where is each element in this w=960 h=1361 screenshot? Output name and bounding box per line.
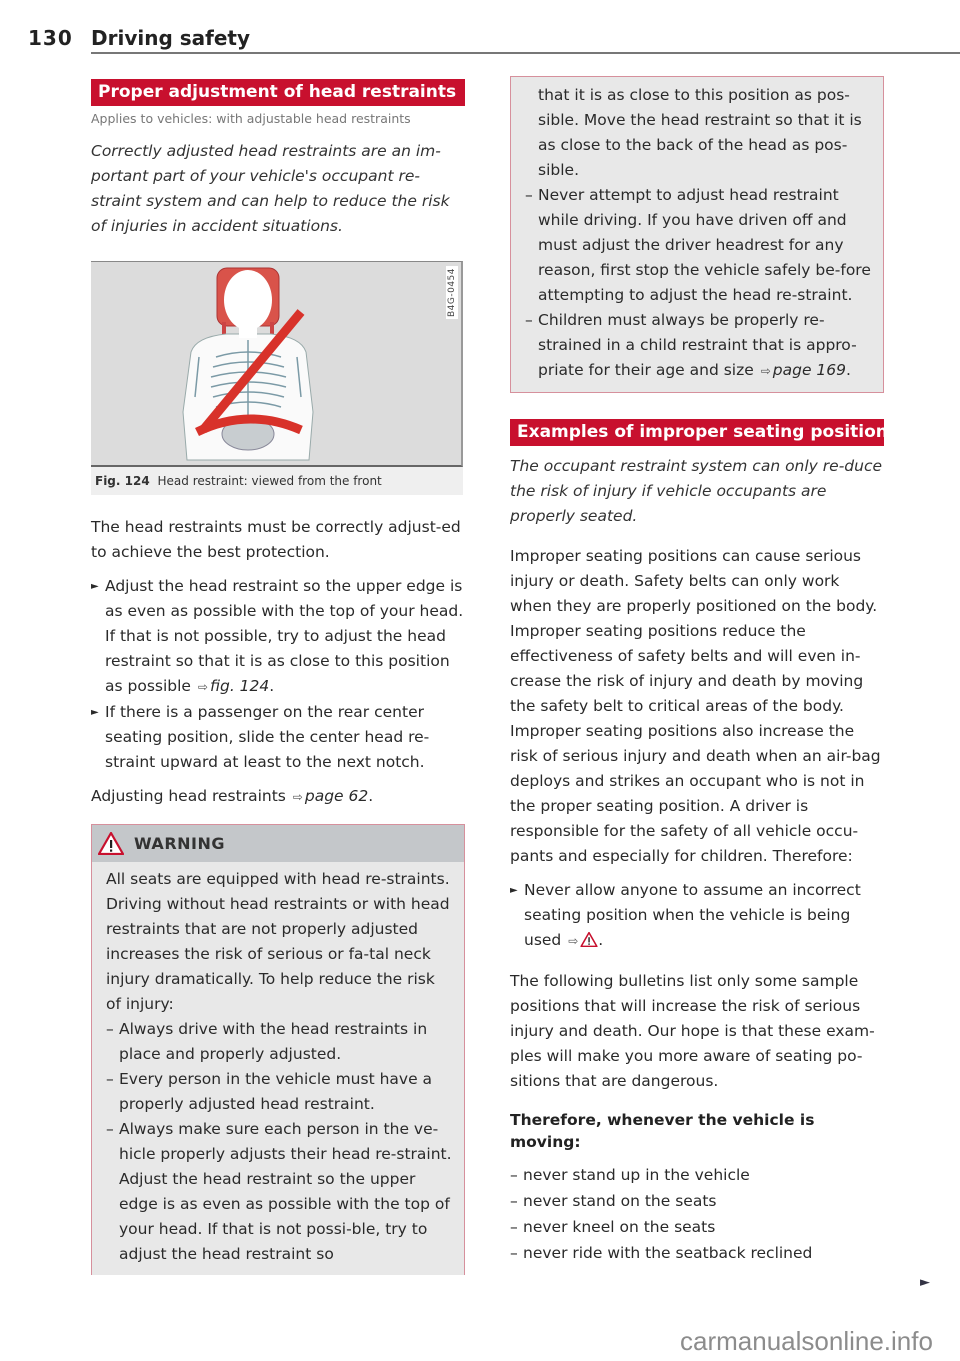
ref-arrow-icon: ⇨ xyxy=(292,790,303,804)
page-62-link[interactable]: page 62 xyxy=(304,787,369,805)
adjusting-reference: Adjusting head restraints ⇨ page 62. xyxy=(91,787,374,805)
applies-to-note: Applies to vehicles: with adjustable head restraints xyxy=(91,111,411,126)
step-1: ► Adjust the head restraint so the upper edge is as even as possible with the top of your head. If that is not possible, try to adjust the head restraint so that it is as close to this position as possible ⇨ fig. 124. xyxy=(91,574,465,700)
para-bulletins: The following bulletins list only some sample positions that will increase the risk of serious injury and death. Our hope is that these exam-ples will make you more aware of seating po-sitions that are dangerous. xyxy=(510,972,875,1090)
warning-box-continued xyxy=(510,76,884,393)
never-item: – never stand on the seats xyxy=(510,1192,717,1210)
never-item: – never stand up in the vehicle xyxy=(510,1166,750,1184)
triangle-bullet-icon: ► xyxy=(91,707,99,718)
page-169-link[interactable]: page 169 xyxy=(772,361,847,379)
figure-code: B4G-0454 xyxy=(447,268,457,318)
warning-body xyxy=(92,862,464,1275)
continue-arrow-icon: ► xyxy=(920,1275,930,1290)
para-correct-adjustment: The head restraints must be correctly adjust-ed to achieve the best protection. xyxy=(91,518,461,561)
ref-arrow-icon: ⇨ xyxy=(197,680,208,694)
warning-box xyxy=(91,824,465,1275)
instruction-steps xyxy=(91,574,465,775)
header-rule xyxy=(91,52,960,54)
warning-item: – Every person in the vehicle must have a properly adjusted head restraint. xyxy=(106,1070,433,1113)
page-number: 130 xyxy=(28,26,73,50)
improper-seating-intro: The occupant restraint system can only re-duce the risk of injury if vehicle occupants are properly seated. xyxy=(510,457,883,525)
section-heading-improper-seating: Examples of improper seating positions xyxy=(510,419,884,446)
figure-124 xyxy=(91,261,463,467)
warning-item: – Always make sure each person in the ve-hicle properly adjusts their head re-straint. Adjust the head restraint so the upper edge is as even as possible with the top of your head. If that is not possi-ble, try to adjust the head restraint so xyxy=(106,1120,452,1263)
section-title: Driving safety xyxy=(91,26,250,50)
warning-item: – Children must always be properly re-strained in a child restraint that is appro-priate for their age and size ⇨ page 169. xyxy=(525,311,857,379)
triangle-bullet-icon: ► xyxy=(510,885,518,896)
fig-124-link[interactable]: fig. 124 xyxy=(209,677,270,695)
step: ► Never allow anyone to assume an incorrect seating position when the vehicle is being used ⇨ . xyxy=(510,878,884,954)
warning-intro: All seats are equipped with head re-straints. Driving without head restraints or with head restraints that are not properly adjusted increases the risk of serious or fa-tal neck injury dramatically. To help reduce the risk of injury: xyxy=(106,870,450,1013)
warning-list xyxy=(106,1017,454,1267)
never-item: – never kneel on the seats xyxy=(510,1218,716,1236)
never-item: – never ride with the seatback reclined xyxy=(510,1244,813,1262)
warning-triangle-icon xyxy=(98,832,124,855)
figure-caption xyxy=(91,467,463,495)
warning-title: WARNING xyxy=(134,834,225,853)
left-column xyxy=(91,79,465,1275)
warning-header xyxy=(92,825,464,862)
warning-list-continued xyxy=(525,83,873,384)
warning-item: – Always drive with the head restraints in place and properly adjusted. xyxy=(106,1020,428,1063)
section-heading-head-restraints: Proper adjustment of head restraints xyxy=(91,79,465,106)
improper-seating-steps xyxy=(510,878,884,954)
moving-subheading: Therefore, whenever the vehicle is moving: xyxy=(510,1111,815,1151)
figure-caption-text: Head restraint: viewed from the front xyxy=(157,474,382,488)
figure-label: Fig. 124 xyxy=(95,474,150,488)
ref-arrow-icon: ⇨ xyxy=(760,364,771,378)
never-list xyxy=(510,1162,884,1266)
intro-text: Correctly adjusted head restraints are an im-portant part of your vehicle's occupant re-straint system and can help to reduce the risk of injuries in accident situations. xyxy=(91,142,450,235)
right-column xyxy=(510,76,899,1266)
warning-item: – Never attempt to adjust head restraint while driving. If you have driven off and must adjust the driver headrest for any reason, first stop the vehicle safely be-fore attempting to adjust the head re-straint. xyxy=(525,186,871,304)
ref-arrow-icon: ⇨ xyxy=(568,934,579,948)
warning-triangle-icon[interactable] xyxy=(580,932,598,947)
para-improper-seating: Improper seating positions can cause serious injury or death. Safety belts can only work when they are properly positioned on the body. Improper seating positions reduce the effectiveness of safety belts and will even in-crease the risk of injury and death by moving the safety belt to critical areas of the body. Improper seating positions also increase the risk of serious injury and death when an air-bag deploys and strikes an occupant who is not in the proper seating position. A driver is responsible for the safety of all vehicle occu-pants and especially for children. Therefore: xyxy=(510,547,881,865)
watermark: carmanualsonline.info xyxy=(680,1326,933,1356)
page-header xyxy=(28,24,938,54)
step-2: ► If there is a passenger on the rear center seating position, slide the center head re-straint upward at least to the next notch. xyxy=(91,700,465,775)
warning-item-continuation: that it is as close to this position as pos-sible. Move the head restraint so that it is as close to the back of the head as pos-sible. xyxy=(538,86,862,179)
head-restraint-illustration xyxy=(91,262,461,466)
triangle-bullet-icon: ► xyxy=(91,581,99,592)
